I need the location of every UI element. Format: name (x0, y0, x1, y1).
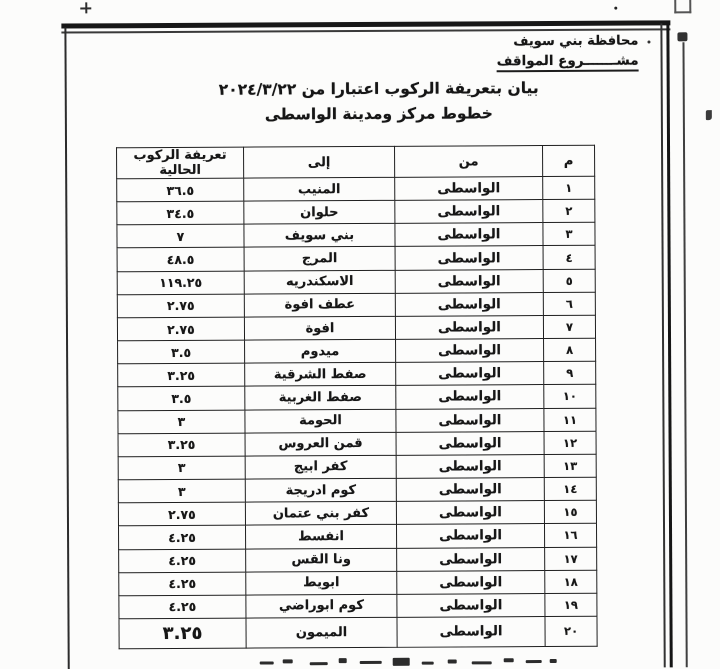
serial-cell: ٨ (544, 338, 596, 361)
fare-cell: ٤.٢٥ (119, 549, 246, 573)
fare-cell: ١١٩.٢٥ (117, 271, 244, 295)
fare-cell: ٣.٢٥ (119, 618, 246, 649)
page-frame-right-outer (666, 21, 672, 667)
to-cell: صفط الشرقية (245, 363, 396, 387)
serial-cell: ١٧ (545, 547, 597, 570)
fare-cell: ٣.٢٥ (118, 433, 245, 457)
fare-cell: ٣.٢٥ (118, 363, 245, 387)
fare-cell: ٣٤.٥ (117, 201, 244, 225)
serial-cell: ٢٠ (545, 616, 597, 646)
fare-cell: ٤.٢٥ (118, 525, 245, 549)
table-row (117, 292, 595, 318)
table-row (118, 362, 596, 388)
scan-corner-box (674, 0, 691, 13)
column-header-from: من (395, 146, 543, 178)
serial-cell: ١٣ (544, 454, 596, 477)
from-cell: الواسطى (397, 570, 545, 594)
column-header-fare: تعريفة الركوب الحالية (117, 147, 244, 179)
to-cell: كفر ابيج (245, 455, 396, 479)
from-cell: الواسطى (396, 524, 544, 548)
fare-cell: ٢.٧٥ (117, 294, 244, 318)
from-cell: الواسطى (396, 385, 544, 409)
serial-cell: ١٠ (544, 385, 596, 408)
fare-cell: ٣٦.٥ (117, 178, 244, 202)
to-cell: المرج (244, 247, 395, 271)
serial-cell: ١٦ (544, 524, 596, 547)
serial-cell: ٦ (543, 292, 595, 315)
serial-cell: ١١ (544, 408, 596, 431)
to-cell: عطف افوة (244, 293, 395, 317)
to-cell: كوم ادريجة (245, 478, 396, 502)
from-cell: الواسطى (396, 454, 544, 478)
table-row (117, 199, 595, 225)
serial-cell: ١٥ (544, 500, 596, 523)
serial-cell: ١٨ (545, 570, 597, 593)
fare-cell: ٣.٥ (118, 340, 245, 364)
scan-speck (614, 7, 617, 10)
to-cell: الميمون (246, 617, 397, 648)
serial-cell: ٩ (544, 362, 596, 385)
table-row (117, 269, 595, 295)
from-cell: الواسطى (397, 593, 545, 617)
scan-edge-mark (706, 110, 712, 120)
page-frame-left (64, 28, 69, 669)
table-row (118, 500, 596, 526)
table-row (119, 547, 597, 573)
to-cell: الحومة (245, 409, 396, 433)
to-cell: ونا القس (246, 548, 397, 572)
table-row (118, 431, 596, 457)
to-cell: الاسكندريه (244, 270, 395, 294)
serial-cell: ١ (543, 176, 595, 199)
serial-cell: ١٤ (544, 477, 596, 500)
table-row (117, 246, 595, 272)
serial-cell: ٤ (543, 246, 595, 269)
from-cell: الواسطى (395, 177, 543, 201)
to-cell: صفط الغربية (245, 386, 396, 410)
to-cell: حلوان (244, 200, 395, 224)
table-header-row (117, 145, 595, 179)
from-cell: الواسطى (395, 200, 543, 224)
table-row (118, 408, 596, 434)
fare-cell: ٤.٢٥ (119, 572, 246, 596)
table-row (118, 477, 596, 503)
fare-cell: ٧ (117, 224, 244, 248)
fare-cell: ٣ (118, 456, 245, 480)
fare-cell: ٣ (118, 410, 245, 434)
table-row (117, 223, 595, 249)
to-cell: ميدوم (245, 339, 396, 363)
from-cell: الواسطى (396, 431, 544, 455)
table-row (117, 176, 595, 202)
fare-cell: ٣ (118, 479, 245, 503)
table-row (119, 570, 597, 596)
table-row (119, 593, 597, 619)
fare-cell: ٢.٧٥ (117, 317, 244, 341)
to-cell: ابويط (246, 571, 397, 595)
from-cell: الواسطى (396, 339, 544, 363)
fare-cell: ٢.٧٥ (118, 502, 245, 526)
from-cell: الواسطى (395, 269, 543, 293)
fare-cell: ٤.٢٥ (119, 595, 246, 619)
from-cell: الواسطى (396, 478, 544, 502)
from-cell: الواسطى (396, 408, 544, 432)
page-frame-right-inner (660, 23, 665, 667)
fare-cell: ٤٨.٥ (117, 248, 244, 272)
fare-table-container (116, 145, 598, 650)
department-name: مشـــــــروع المواقف (497, 53, 639, 73)
to-cell: قمن العروس (245, 432, 396, 456)
org-name: محافظة بني سويف (513, 33, 639, 50)
serial-cell: ٢ (543, 199, 595, 222)
serial-cell: ١٢ (544, 431, 596, 454)
to-cell: كفر بني عتمان (245, 501, 396, 525)
table-row (118, 454, 596, 480)
from-cell: الواسطى (395, 315, 543, 339)
scan-speck (647, 40, 650, 43)
from-cell: الواسطى (396, 501, 544, 525)
from-cell: الواسطى (397, 617, 545, 648)
to-cell: المنيب (244, 177, 395, 201)
fare-table (116, 145, 598, 650)
column-header-serial: م (543, 145, 595, 176)
to-cell: انفسط (245, 525, 396, 549)
to-cell: افوة (244, 316, 395, 340)
scan-artifact-line (682, 42, 687, 667)
from-cell: الواسطى (397, 547, 545, 571)
from-cell: الواسطى (395, 246, 543, 270)
top-rule-thin (61, 28, 670, 33)
table-row (118, 338, 596, 364)
serial-cell: ٣ (543, 223, 595, 246)
column-header-to: إلى (244, 146, 395, 178)
table-row (119, 616, 597, 649)
top-rule-thick (61, 20, 670, 28)
fare-cell: ٣.٥ (118, 387, 245, 411)
table-row (118, 524, 596, 550)
from-cell: الواسطى (395, 223, 543, 247)
from-cell: الواسطى (396, 362, 544, 386)
serial-cell: ١٩ (545, 593, 597, 616)
table-row (117, 315, 595, 341)
table-row (118, 385, 596, 411)
serial-cell: ٧ (543, 315, 595, 338)
serial-cell: ٥ (543, 269, 595, 292)
to-cell: بني سويف (244, 224, 395, 248)
doc-title: بيان بتعريفة الركوب اعتبارا من ٢٠٢٤/٣/٢٢ (218, 79, 539, 99)
to-cell: كوم ابوراضي (246, 594, 397, 618)
scan-plus-mark (85, 2, 87, 13)
from-cell: الواسطى (395, 292, 543, 316)
doc-subtitle: خطوط مركز ومدينة الواسطى (264, 104, 493, 124)
scan-artifact-blob (677, 32, 687, 41)
